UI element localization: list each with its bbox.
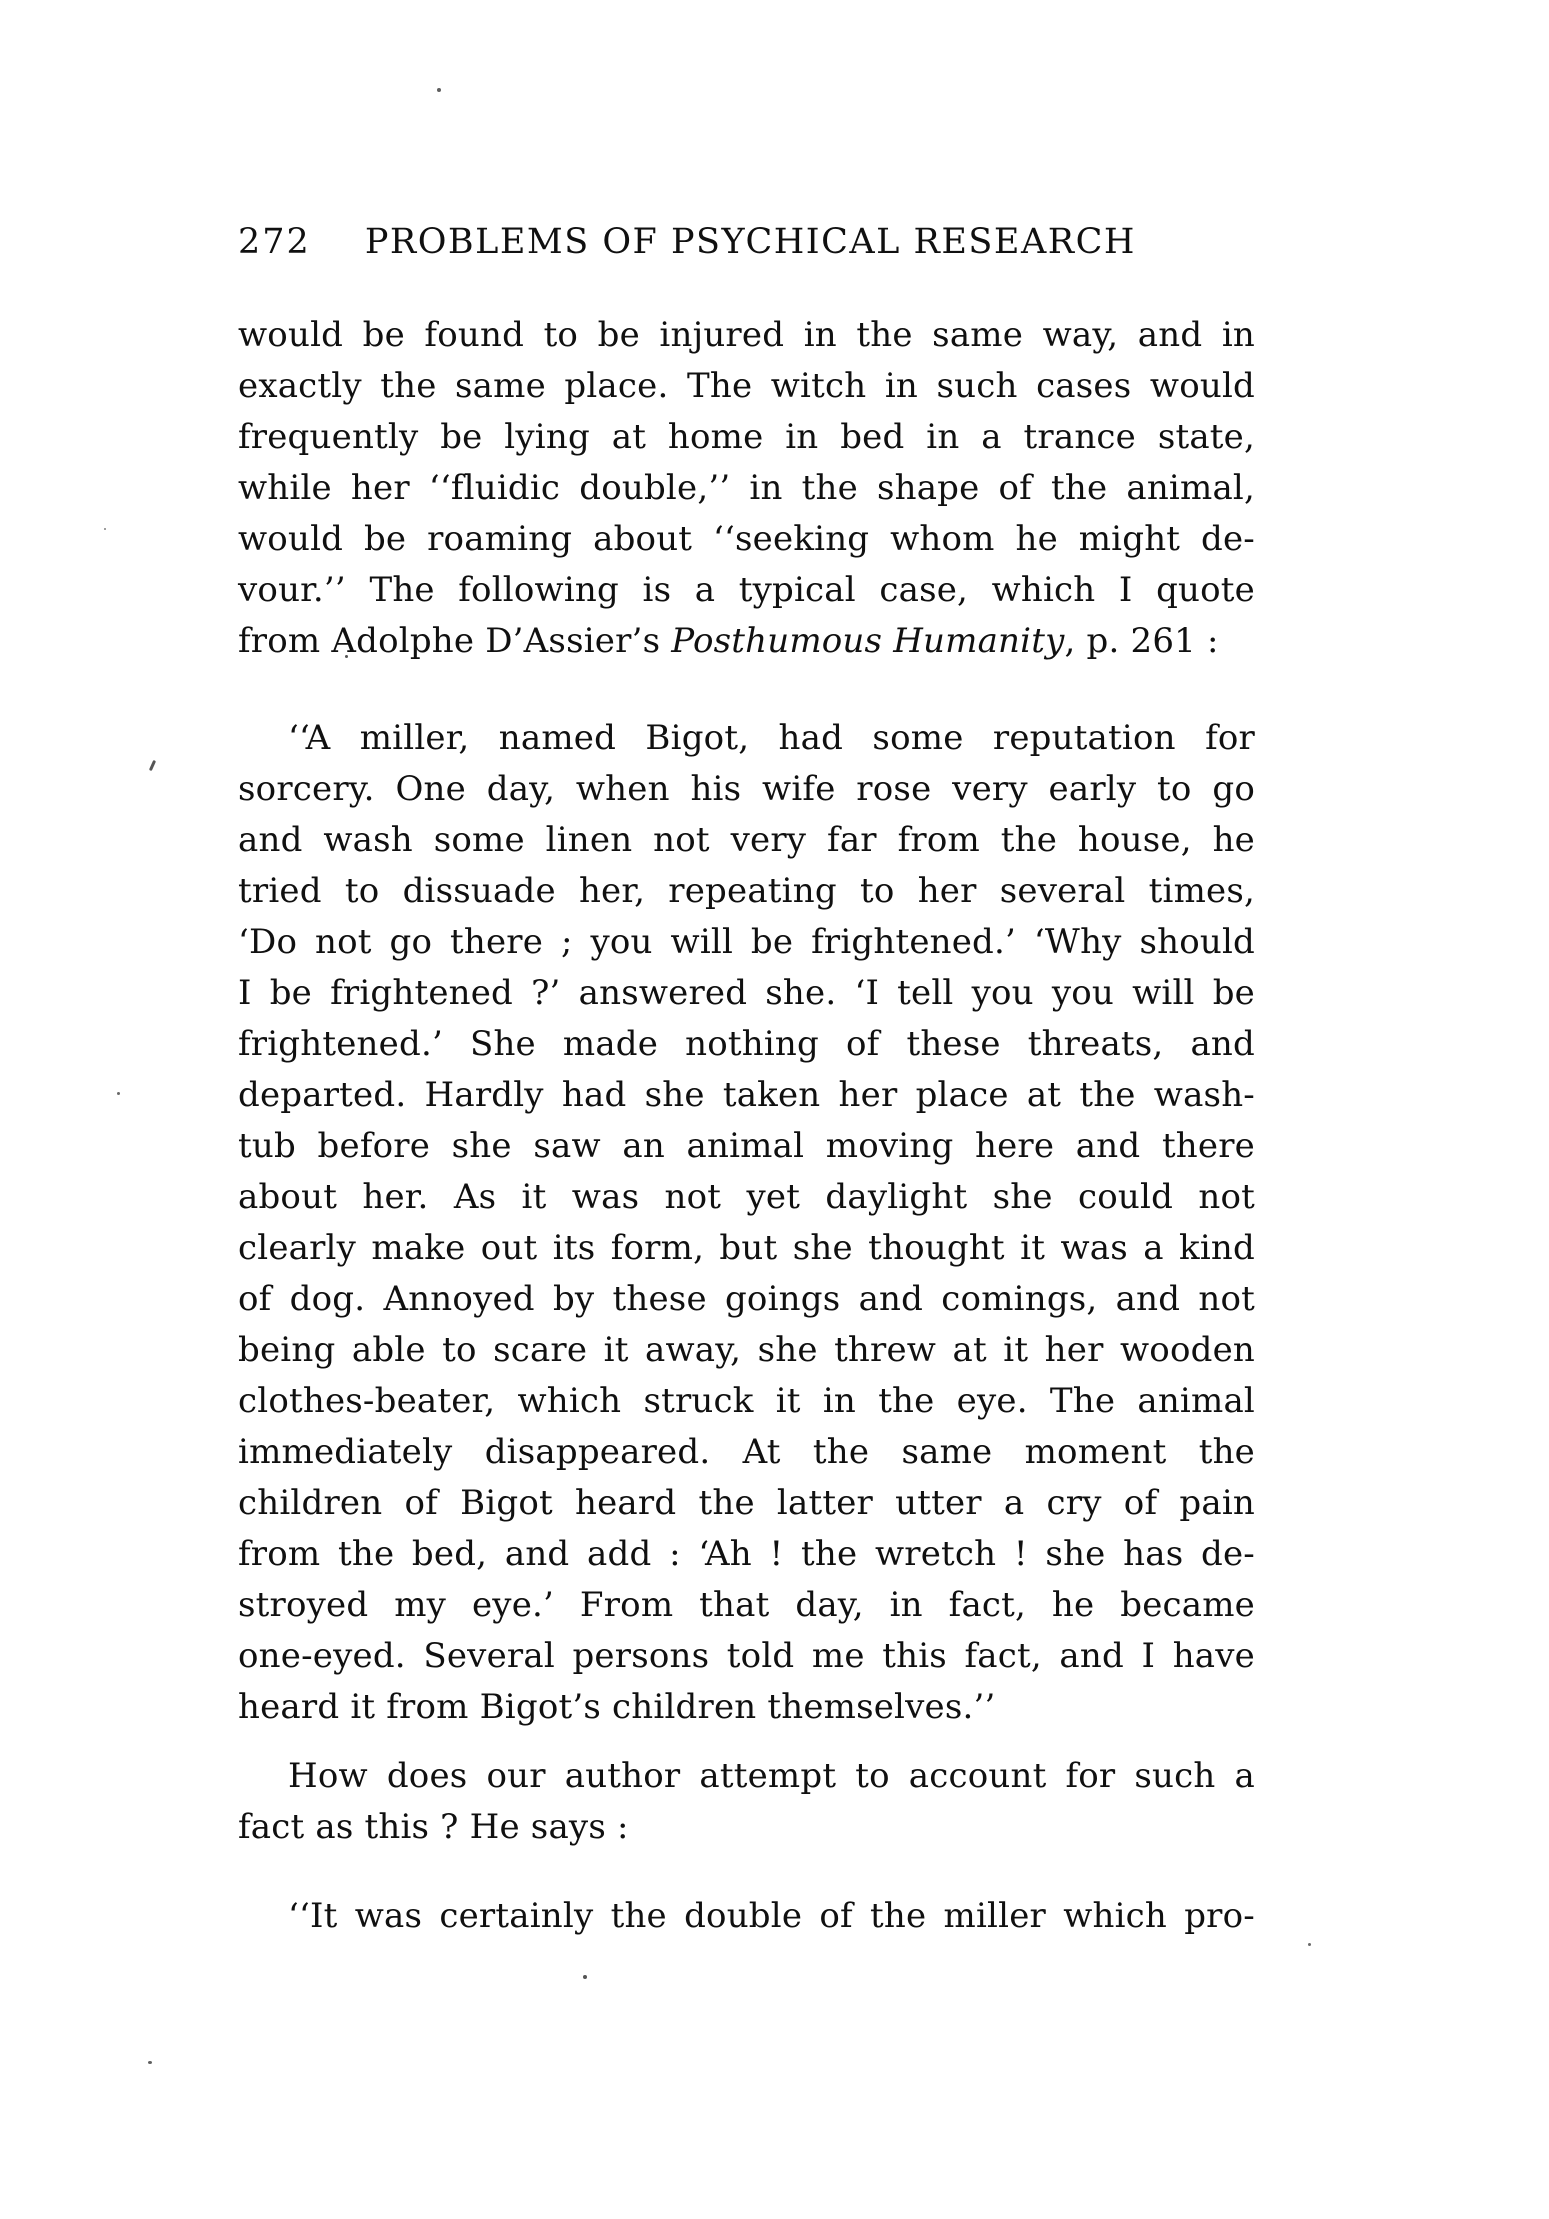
- paragraph-continuation: [238, 310, 1255, 667]
- citation-line: [238, 616, 1255, 667]
- text-line: being able to scare it away, she threw at it her wooden: [238, 1330, 1255, 1370]
- paragraph-question: [238, 1751, 1255, 1853]
- text-line: stroyed my eye.’ From that day, in fact, he became: [238, 1585, 1255, 1625]
- text-block: [238, 220, 1255, 1942]
- citation-text-before: from Adolphe D’Assier’s: [238, 621, 672, 661]
- book-title-italic: Posthumous Humanity: [671, 621, 1065, 661]
- text-line: I be frightened ?’ answered she. ‘I tell you you will be: [238, 973, 1255, 1013]
- scan-speck: [583, 1975, 587, 1979]
- paragraph-last-line: heard it from Bigot’s children themselves.’’: [238, 1687, 996, 1727]
- page-number: 272: [238, 222, 311, 262]
- text-line: and wash some linen not very far from the house, he: [238, 820, 1255, 860]
- page-header: [238, 220, 1255, 265]
- scan-speck: [117, 1092, 120, 1095]
- text-line: How does our author attempt to account for such a: [288, 1756, 1255, 1796]
- text-line: children of Bigot heard the latter utter a cry of pain: [238, 1483, 1255, 1523]
- paragraph-lines: [238, 1891, 1255, 1942]
- paragraph-last-line: fact as this ? He says :: [238, 1807, 629, 1847]
- text-line: clearly make out its form, but she thought it was a kind: [238, 1228, 1255, 1268]
- paragraph-quoted-case: [238, 713, 1255, 1733]
- scan-speck: [437, 88, 441, 92]
- text-line: sorcery. One day, when his wife rose very early to go: [238, 769, 1255, 809]
- text-line: from the bed, and add : ‘Ah ! the wretch ! she has de-: [238, 1534, 1255, 1574]
- text-line: exactly the same place. The witch in such cases would: [238, 366, 1255, 406]
- text-line: ‘Do not go there ; you will be frightened.’ ‘Why should: [238, 922, 1255, 962]
- text-line: vour.’’ The following is a typical case, which I quote: [238, 570, 1255, 610]
- text-line: of dog. Annoyed by these goings and comings, and not: [238, 1279, 1255, 1319]
- paragraph-lines: [238, 310, 1255, 616]
- text-line: frightened.’ She made nothing of these threats, and: [238, 1024, 1255, 1064]
- text-line: ‘‘A miller, named Bigot, had some reputation for: [288, 718, 1255, 758]
- text-line: clothes-beater, which struck it in the eye. The animal: [238, 1381, 1255, 1421]
- scan-speck: [104, 528, 106, 530]
- scan-speck: [1308, 1943, 1311, 1946]
- text-line: would be found to be injured in the same way, and in: [238, 315, 1255, 355]
- text-line: one-eyed. Several persons told me this fact, and I have: [238, 1636, 1255, 1676]
- text-line: tried to dissuade her, repeating to her several times,: [238, 871, 1255, 911]
- paragraph-quote-start: [238, 1891, 1255, 1942]
- text-line: about her. As it was not yet daylight she could not: [238, 1177, 1255, 1217]
- text-line: while her ‘‘fluidic double,’’ in the shape of the animal,: [238, 468, 1255, 508]
- running-title: PROBLEMS OF PSYCHICAL RESEARCH: [364, 222, 1136, 262]
- text-line: frequently be lying at home in bed in a trance state,: [238, 417, 1255, 457]
- scan-speck: [148, 2061, 152, 2064]
- paragraph-lines: [238, 1751, 1255, 1802]
- scan-speck: [149, 760, 156, 771]
- text-line: tub before she saw an animal moving here and there: [238, 1126, 1255, 1166]
- text-line: immediately disappeared. At the same moment the: [238, 1432, 1255, 1472]
- citation-page-ref: , p. 261 :: [1064, 621, 1219, 661]
- text-line: departed. Hardly had she taken her place at the wash-: [238, 1075, 1255, 1115]
- paragraph-lines: [238, 713, 1255, 1682]
- text-line: would be roaming about ‘‘seeking whom he might de-: [238, 519, 1255, 559]
- text-line: ‘‘It was certainly the double of the miller which pro-: [288, 1896, 1255, 1936]
